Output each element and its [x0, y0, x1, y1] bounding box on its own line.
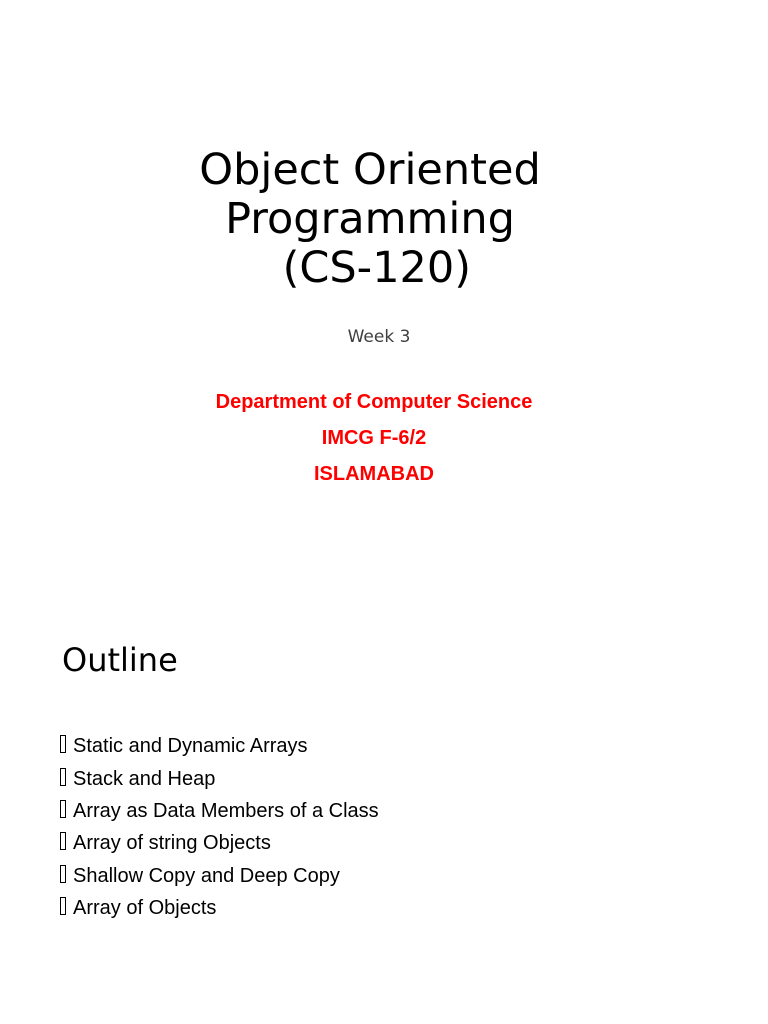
outline-heading: Outline [62, 641, 178, 679]
title-line: Object Oriented [199, 145, 541, 195]
missing-glyph-box-icon [60, 832, 66, 850]
list-item [60, 860, 379, 892]
list-item [60, 795, 379, 827]
city-name: ISLAMABAD [314, 463, 434, 485]
title-line: (CS-120) [268, 243, 472, 293]
missing-glyph-box-icon [60, 735, 66, 753]
department-name: Department of Computer Science [215, 391, 533, 413]
list-item-label: Array of Objects [73, 897, 217, 920]
list-item-label: Static and Dynamic Arrays [73, 735, 308, 758]
list-item [60, 827, 379, 859]
missing-glyph-box-icon [60, 800, 66, 818]
missing-glyph-box-icon [60, 865, 66, 883]
list-item-label: Shallow Copy and Deep Copy [73, 864, 340, 887]
list-item [60, 762, 379, 794]
campus-name: IMCG F-6/2 [321, 427, 427, 449]
list-item-label: Stack and Heap [73, 767, 216, 790]
slide-title [0, 146, 740, 293]
list-item-label: Array of string Objects [73, 832, 271, 855]
list-item [60, 730, 379, 762]
list-item [60, 892, 379, 924]
list-item-label: Array as Data Members of a Class [73, 799, 379, 822]
outline-slide [0, 560, 768, 1024]
missing-glyph-box-icon [60, 768, 66, 786]
outline-list [60, 730, 379, 924]
missing-glyph-box-icon [60, 897, 66, 915]
slide-subtitle: Week 3 [347, 327, 411, 347]
department-block [0, 384, 748, 492]
title-line: Programming [225, 194, 515, 244]
